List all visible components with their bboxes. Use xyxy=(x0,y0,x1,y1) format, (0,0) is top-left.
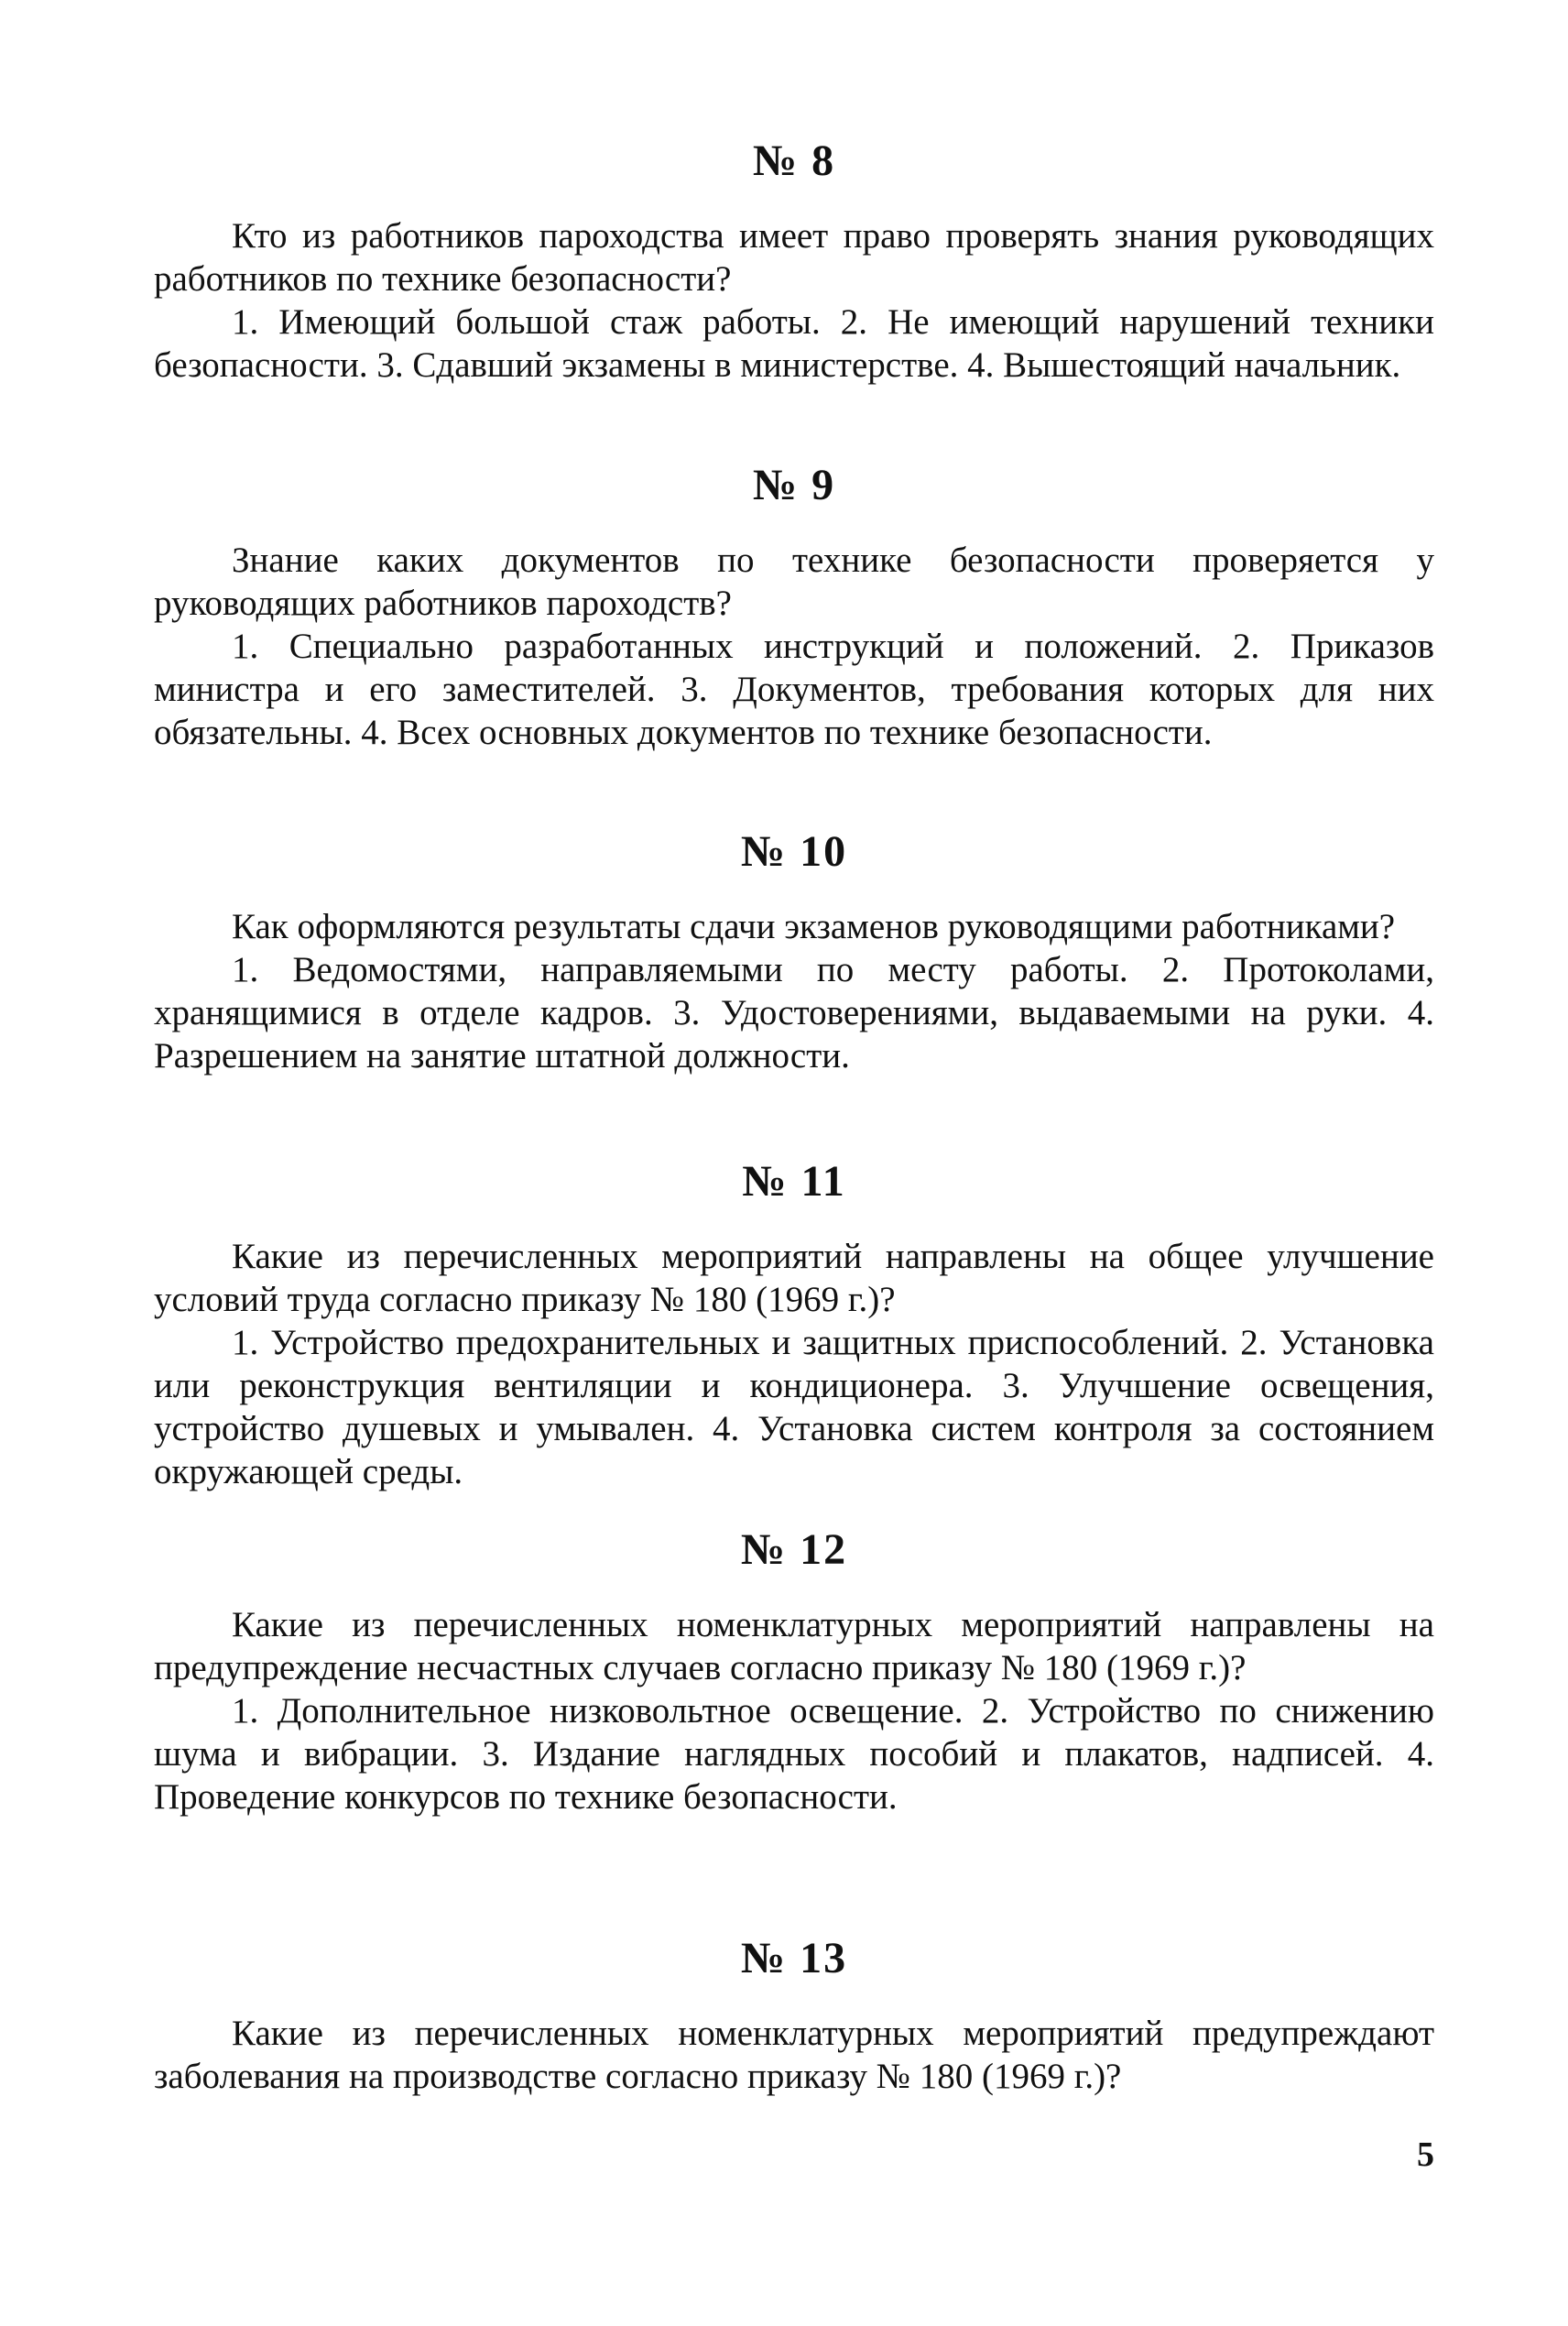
page-number: 5 xyxy=(1417,2135,1434,2174)
question-12-heading: № 12 xyxy=(740,1525,848,1574)
question-9-answers: 1. Специально разработанных инструкций и положений. 2. Приказов министра и его заместителей. 3. Документов, требования которых для них обязательны. 4. Всех основных документов по технике безопасности. xyxy=(154,627,1434,752)
question-8-block xyxy=(154,136,1434,387)
question-9-block xyxy=(154,460,1434,754)
question-10-block xyxy=(154,826,1434,1077)
question-11-block xyxy=(154,1156,1434,1493)
question-8-answers: 1. Имеющий большой стаж работы. 2. Не имеющий нарушений техники безопасности. 3. Сдавший экзамены в министерстве. 4. Вышестоящий начальник. xyxy=(154,302,1434,385)
question-13-heading: № 13 xyxy=(740,1934,848,1982)
question-10-text: Как оформляются результаты сдачи экзаменов руководящими работниками? xyxy=(232,907,1396,946)
question-12-text: Какие из перечисленных номенклатурных мероприятий направлены на предупреждение несчастных случаев согласно приказу № 180 (1969 г.)? xyxy=(154,1605,1434,1687)
question-11-text: Какие из перечисленных мероприятий направлены на общее улучшение условий труда согласно приказу № 180 (1969 г.)? xyxy=(154,1237,1434,1319)
question-8-heading: № 8 xyxy=(752,137,836,185)
question-9-text: Знание каких документов по технике безопасности проверяется у руководящих работников пароходств? xyxy=(154,541,1434,623)
question-11-heading: № 11 xyxy=(742,1157,846,1206)
question-13-text: Какие из перечисленных номенклатурных мероприятий предупреждают заболевания на производстве согласно приказу № 180 (1969 г.)? xyxy=(154,2014,1434,2096)
question-12-answers: 1. Дополнительное низковольтное освещение. 2. Устройство по снижению шума и вибрации. 3. Издание наглядных пособий и плакатов, надписей. 4. Проведение конкурсов по технике безопасности. xyxy=(154,1691,1434,1817)
question-8-text: Кто из работников пароходства имеет право проверять знания руководящих работников по технике безопасности? xyxy=(154,216,1434,299)
question-11-answers: 1. Устройство предохранительных и защитных приспособлений. 2. Установка или реконструкция вентиляции и кондиционера. 3. Улучшение освещения, устройство душевых и умывален. 4. Установка систем контроля за состоянием окружающей среды. xyxy=(154,1323,1434,1491)
question-12-block xyxy=(154,1524,1434,1818)
question-9-heading: № 9 xyxy=(752,461,836,509)
question-13-block xyxy=(154,1933,1434,2098)
question-10-answers: 1. Ведомостями, направляемыми по месту работы. 2. Протоколами, хранящимися в отделе кадров. 3. Удостоверениями, выдаваемыми на руки. 4. Разрешением на занятие штатной должности. xyxy=(154,950,1434,1076)
question-10-heading: № 10 xyxy=(740,827,848,876)
